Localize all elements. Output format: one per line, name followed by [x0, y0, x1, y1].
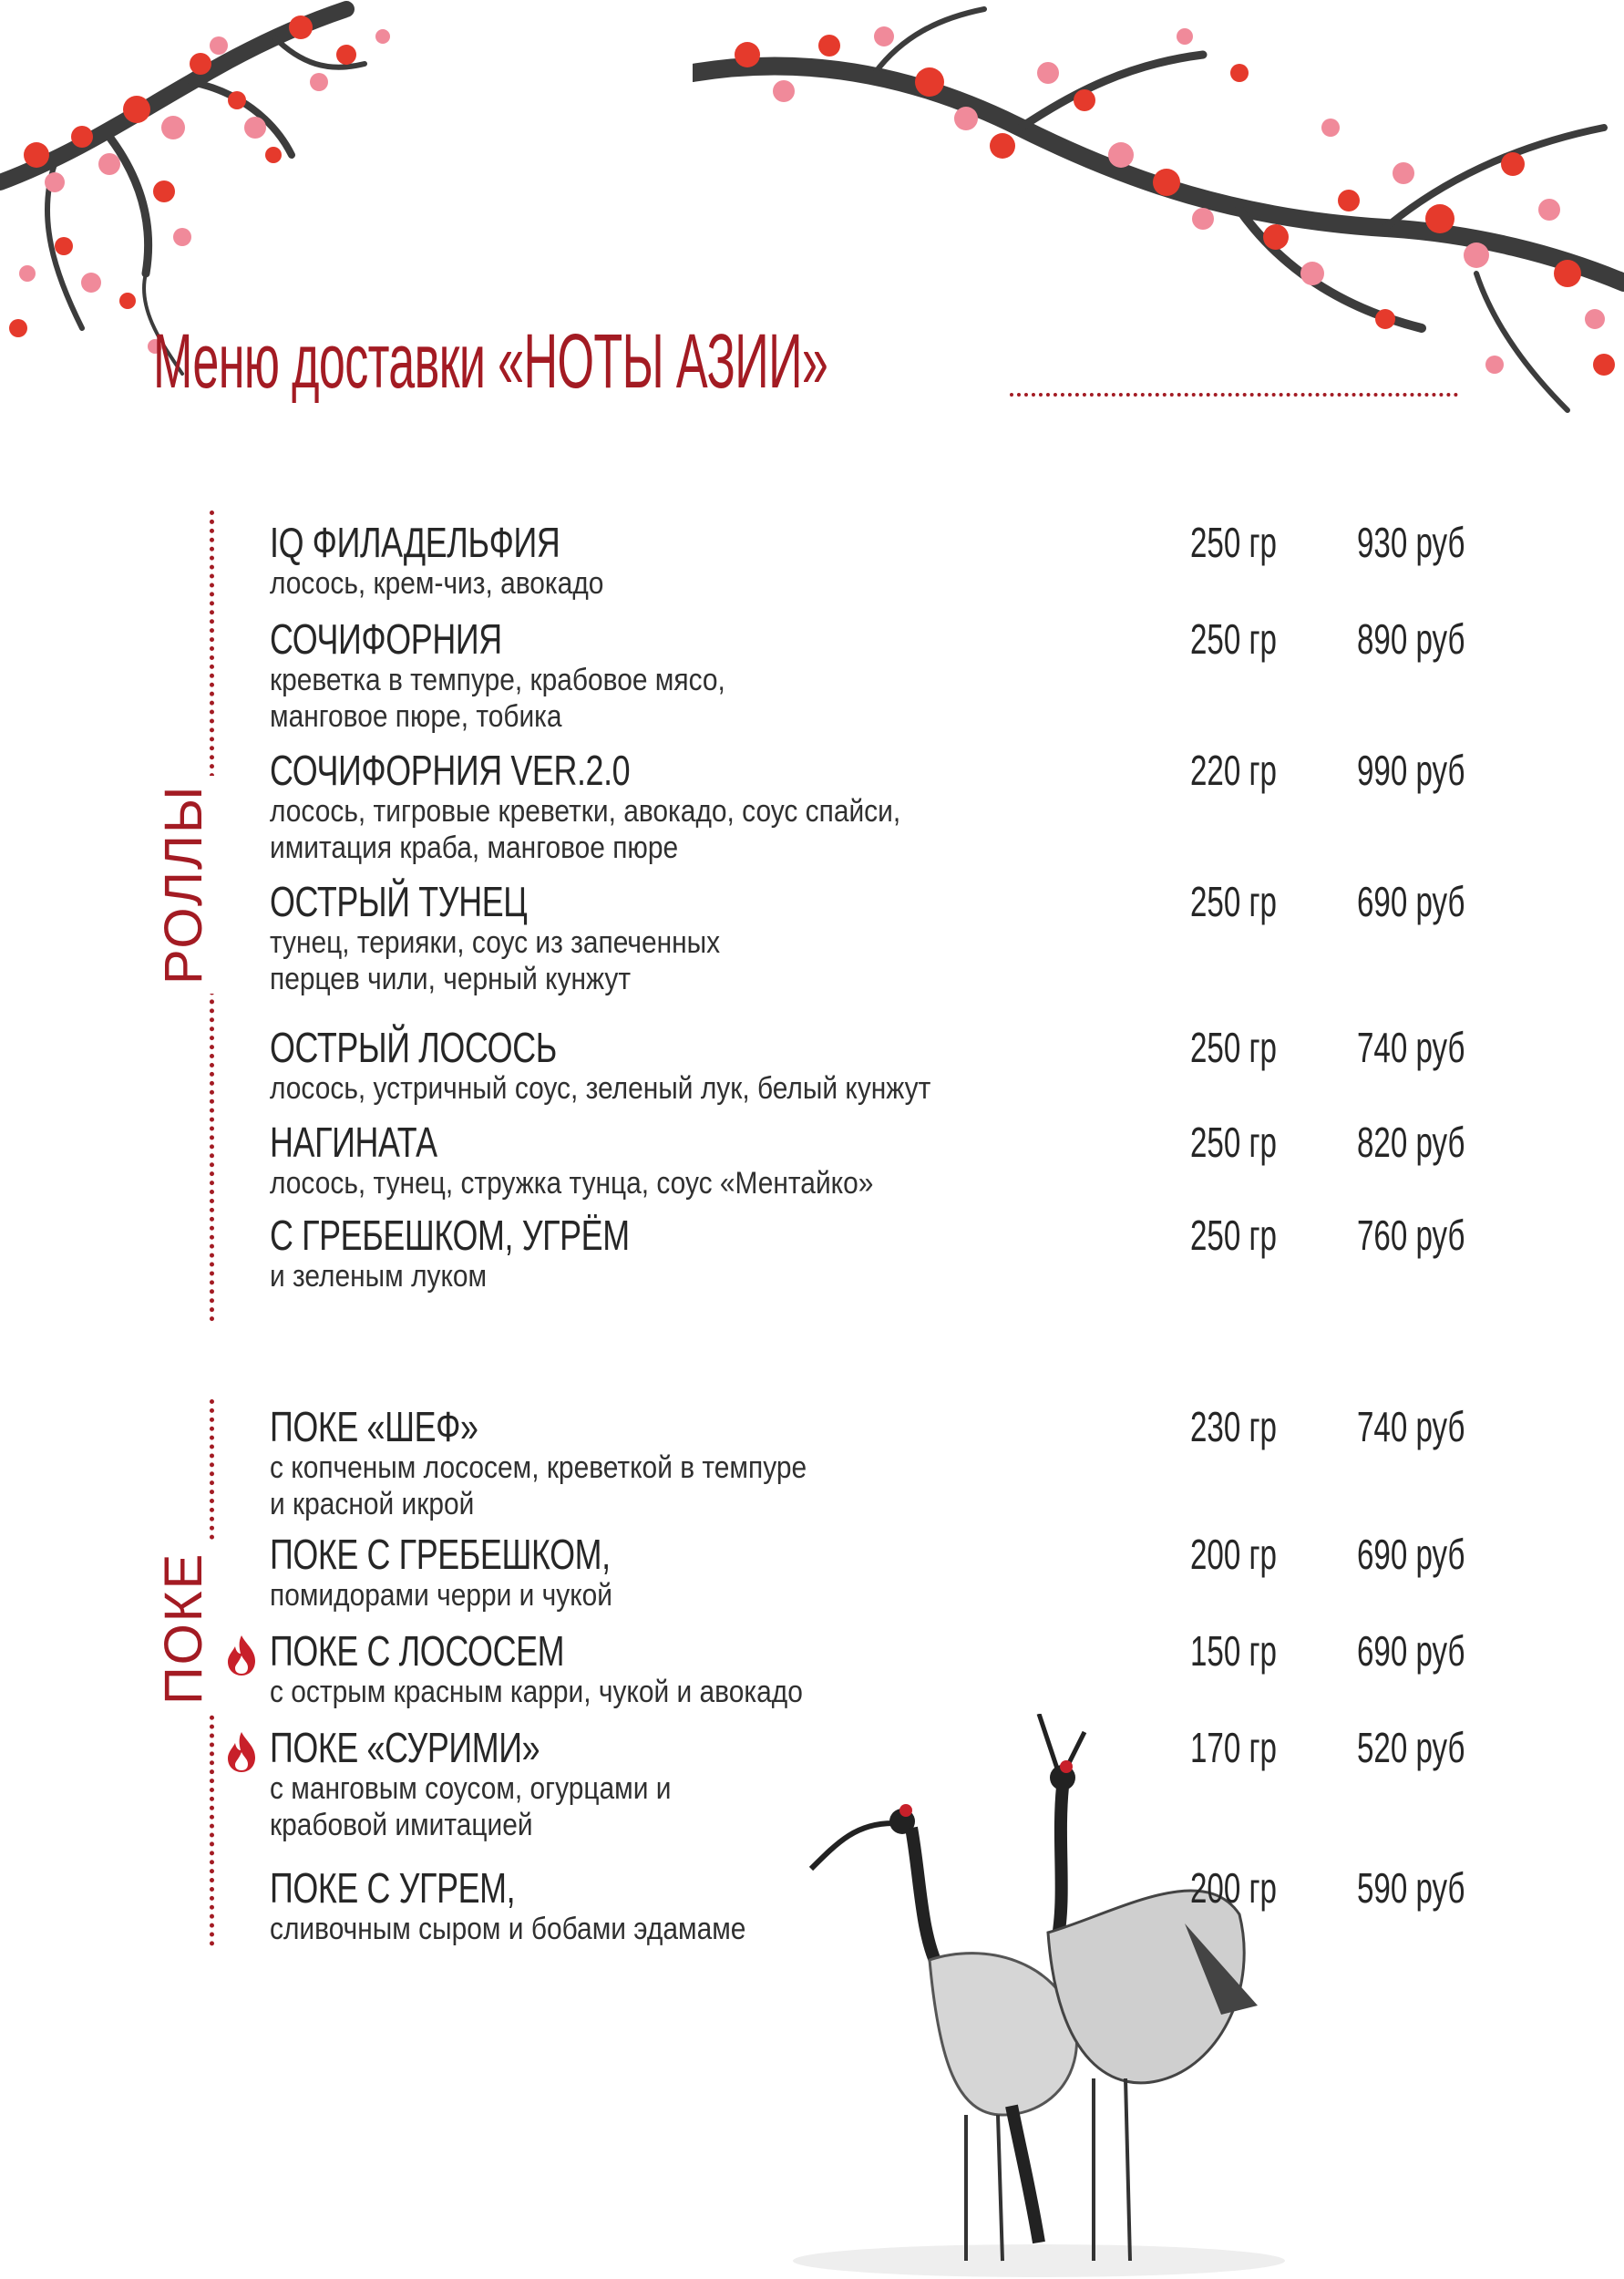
item-price: 740 руб — [1357, 1024, 1465, 1071]
item-weight: 250 гр — [1190, 1024, 1277, 1071]
item-price: 740 руб — [1357, 1403, 1465, 1450]
item-name: НАГИНАТА — [270, 1119, 437, 1166]
item-description: лосось, тигровые креветки, авокадо, соус спайси, имитация краба, манговое пюре — [270, 794, 901, 865]
item-description: лосось, крем-чиз, авокадо — [270, 566, 604, 601]
section-label-rolls: РОЛЛЫ — [153, 776, 214, 994]
item-description: с манговым соусом, огурцами и крабовой имитацией — [270, 1771, 672, 1842]
item-price: 930 руб — [1357, 519, 1465, 566]
item-weight: 150 гр — [1190, 1627, 1277, 1675]
item-name: ПОКЕ «ШЕФ» — [270, 1403, 478, 1450]
item-weight: 250 гр — [1190, 878, 1277, 925]
item-description: тунец, терияки, соус из запеченных перцев чили, черный кунжут — [270, 925, 721, 996]
menu-item — [270, 1628, 1500, 1710]
item-description: лосось, устричный соус, зеленый лук, белый кунжут — [270, 1071, 931, 1106]
menu-item — [270, 1025, 1500, 1107]
menu-item — [270, 1725, 1500, 1843]
item-price: 690 руб — [1357, 878, 1465, 925]
item-price: 890 руб — [1357, 615, 1465, 663]
item-price: 990 руб — [1357, 747, 1465, 794]
menu-title: Меню доставки «НОТЫ АЗИИ» — [153, 318, 828, 404]
item-price: 690 руб — [1357, 1627, 1465, 1675]
item-weight: 200 гр — [1190, 1531, 1277, 1578]
item-weight: 250 гр — [1190, 1212, 1277, 1259]
item-description: с копченым лососем, креветкой в темпуре и красной икрой — [270, 1450, 807, 1521]
item-weight: 220 гр — [1190, 747, 1277, 794]
item-price: 590 руб — [1357, 1864, 1465, 1912]
item-name: ПОКЕ С ГРЕБЕШКОМ, — [270, 1531, 611, 1578]
flame-icon — [224, 1730, 259, 1774]
menu-item — [270, 520, 1500, 602]
menu-item — [270, 879, 1500, 997]
item-name: СОЧИФОРНИЯ — [270, 615, 502, 663]
menu-item — [270, 1119, 1500, 1201]
flame-icon — [224, 1634, 259, 1677]
item-description: лосось, тунец, стружка тунца, соус «Ментайко» — [270, 1166, 874, 1201]
menu-item — [270, 748, 1500, 866]
item-name: СОЧИФОРНИЯ VER.2.0 — [270, 747, 631, 794]
item-weight: 250 гр — [1190, 519, 1277, 566]
item-description: с острым красным карри, чукой и авокадо — [270, 1675, 803, 1709]
menu-item — [270, 1404, 1500, 1522]
item-name: ПОКЕ С ЛОСОСЕМ — [270, 1627, 565, 1675]
item-name: ПОКЕ С УГРЕМ, — [270, 1864, 516, 1912]
menu-item — [270, 1531, 1500, 1614]
menu-item — [270, 1865, 1500, 1947]
item-name: ПОКЕ «СУРИМИ» — [270, 1724, 540, 1771]
item-price: 760 руб — [1357, 1212, 1465, 1259]
item-weight: 200 гр — [1190, 1864, 1277, 1912]
item-description: сливочным сыром и бобами эдамаме — [270, 1912, 746, 1946]
item-weight: 250 гр — [1190, 1119, 1277, 1166]
item-description: и зеленым луком — [270, 1259, 488, 1294]
item-weight: 170 гр — [1190, 1724, 1277, 1771]
item-name: С ГРЕБЕШКОМ, УГРЁМ — [270, 1212, 630, 1259]
section-label-poke: ПОКЕ — [153, 1543, 214, 1714]
item-price: 520 руб — [1357, 1724, 1465, 1771]
menu-item — [270, 616, 1500, 735]
cherry-blossom-right-illustration — [693, 0, 1624, 447]
item-name: ОСТРЫЙ ЛОСОСЬ — [270, 1024, 557, 1071]
title-dotted-leader — [1010, 393, 1458, 397]
menu-item — [270, 1212, 1500, 1294]
item-name: ОСТРЫЙ ТУНЕЦ — [270, 878, 528, 925]
item-name: IQ ФИЛАДЕЛЬФИЯ — [270, 519, 560, 566]
item-description: креветка в темпуре, крабовое мясо, манговое пюре, тобика — [270, 663, 725, 734]
item-weight: 250 гр — [1190, 615, 1277, 663]
item-price: 690 руб — [1357, 1531, 1465, 1578]
item-weight: 230 гр — [1190, 1403, 1277, 1450]
item-description: помидорами черри и чукой — [270, 1578, 612, 1613]
item-price: 820 руб — [1357, 1119, 1465, 1166]
